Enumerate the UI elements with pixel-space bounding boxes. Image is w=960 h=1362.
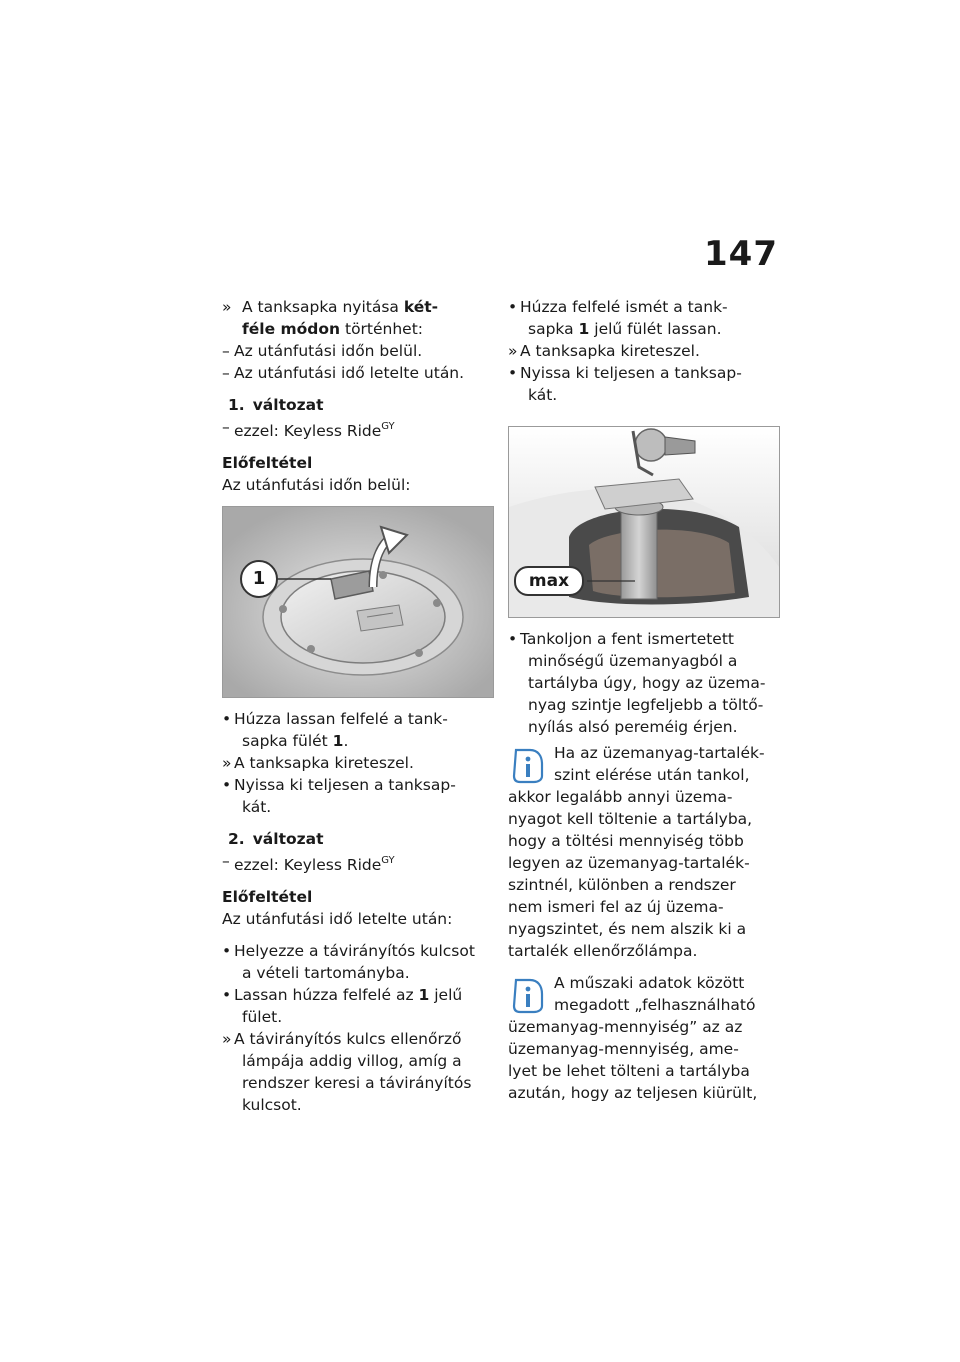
step-refuel-3: tartályba úgy, hogy az üzema- (528, 674, 766, 692)
variant-2-with: – ezzel: Keyless Ride$^{GY}$ (222, 852, 395, 874)
step-open-fully-2: • Nyissa ki teljesen a tanksap- (508, 364, 742, 382)
dash-marker: – (222, 364, 230, 382)
step-refuel-4: nyag szintje legfeljebb a töltő- (528, 696, 764, 714)
note-reserve: Ha az üzemanyag-tartalék- szint elérése után tankol, akkor legalább annyi üzema- nyagot kell töltenie a tartályba, hogy a töltési mennyiség több legyen az üzemanyag-tartalék- szintnél, különben a rendszer nem ismeri fel az új üzema- nyagszintet, és nem alszik ki a tartalék ellenőrzőlámpa. (508, 744, 765, 960)
step-open-fully-cont: kát. (242, 798, 272, 816)
info-icon (508, 746, 548, 786)
max-label: max (528, 571, 570, 591)
variant-2-heading: 2. változat (228, 830, 324, 848)
step-refuel-5: nyílás alsó pereméig érjen. (528, 718, 738, 736)
dash-marker: – (222, 852, 230, 870)
bullet-marker: • (508, 298, 518, 316)
arrow-marker: » (222, 754, 232, 772)
arrow-marker: » (508, 342, 518, 360)
info-icon (508, 976, 548, 1016)
dash-item-1: – Az utánfutási időn belül. (222, 342, 423, 360)
step-place-key-cont: a vételi tartományba. (242, 964, 410, 982)
condition-1-title: Előfeltétel (222, 454, 313, 472)
step-open-fully: • Nyissa ki teljesen a tanksap- (222, 776, 456, 794)
page-number: 147 (704, 234, 778, 274)
bullet-marker: • (222, 776, 232, 794)
fuel-filler-figure (508, 426, 780, 618)
dash-marker: – (222, 342, 230, 360)
result-lamp-flashes: » A távirányítós kulcs ellenőrző (222, 1030, 462, 1048)
step-pull-tab-cont: fület. (242, 1008, 283, 1026)
condition-2-text: Az utánfutási idő letelte után: (222, 910, 453, 928)
result-unlocks-2: » A tanksapka kireteszel. (508, 342, 700, 360)
bullet-marker: • (508, 630, 518, 648)
step-refuel-2: minőségű üzemanyagból a (528, 652, 738, 670)
intro-line-2: féle módon történhet: (242, 320, 424, 338)
bullet-marker: • (222, 986, 232, 1004)
step-refuel: • Tankoljon a fent ismertetett (508, 630, 734, 648)
step-pull-again-cont: sapka 1 jelű fülét lassan. (528, 320, 722, 338)
left-column (222, 296, 492, 1116)
arrow-marker: » (222, 298, 232, 316)
condition-2-title: Előfeltétel (222, 888, 313, 906)
condition-1-text: Az utánfutási időn belül: (222, 476, 411, 494)
step-open-fully-2-cont: kát. (528, 386, 558, 404)
step-pull-slowly-cont: sapka fülét 1. (242, 732, 349, 750)
variant-1-heading: 1. változat (228, 396, 324, 414)
step-pull-again: • Húzza felfelé ismét a tank- (508, 298, 728, 316)
intro-line-1: » A tanksapka nyitása két- (222, 298, 439, 316)
bullet-marker: • (508, 364, 518, 382)
dash-marker: – (222, 418, 230, 436)
result-lamp-flashes-2: lámpája addig villog, amíg a (242, 1052, 462, 1070)
arrow-marker: » (222, 1030, 232, 1048)
result-lamp-flashes-4: kulcsot. (242, 1096, 302, 1114)
result-unlocks: » A tanksapka kireteszel. (222, 754, 414, 772)
variant-1-with: – ezzel: Keyless Ride$^{GY}$ (222, 418, 395, 440)
step-place-key: • Helyezze a távirányítós kulcsot (222, 942, 475, 960)
result-lamp-flashes-3: rendszer keresi a távirányítós (242, 1074, 472, 1092)
figure-callout-1: 1 (252, 568, 266, 589)
step-pull-slowly: • Húzza lassan felfelé a tank- (222, 710, 448, 728)
dash-item-2: – Az utánfutási idő letelte után. (222, 364, 465, 382)
right-column (508, 296, 778, 1104)
note-usable-fuel: A műszaki adatok között megadott „felhasználható üzemanyag-mennyiség” az az üzemanyag-mennyiség, ame- lyet be lehet tölteni a tartályba azután, hogy az teljesen kiürült, (508, 974, 758, 1102)
bullet-marker: • (222, 942, 232, 960)
step-pull-tab: • Lassan húzza felfelé az 1 jelű (222, 986, 463, 1004)
bullet-marker: • (222, 710, 232, 728)
fuel-cap-figure (222, 506, 494, 698)
